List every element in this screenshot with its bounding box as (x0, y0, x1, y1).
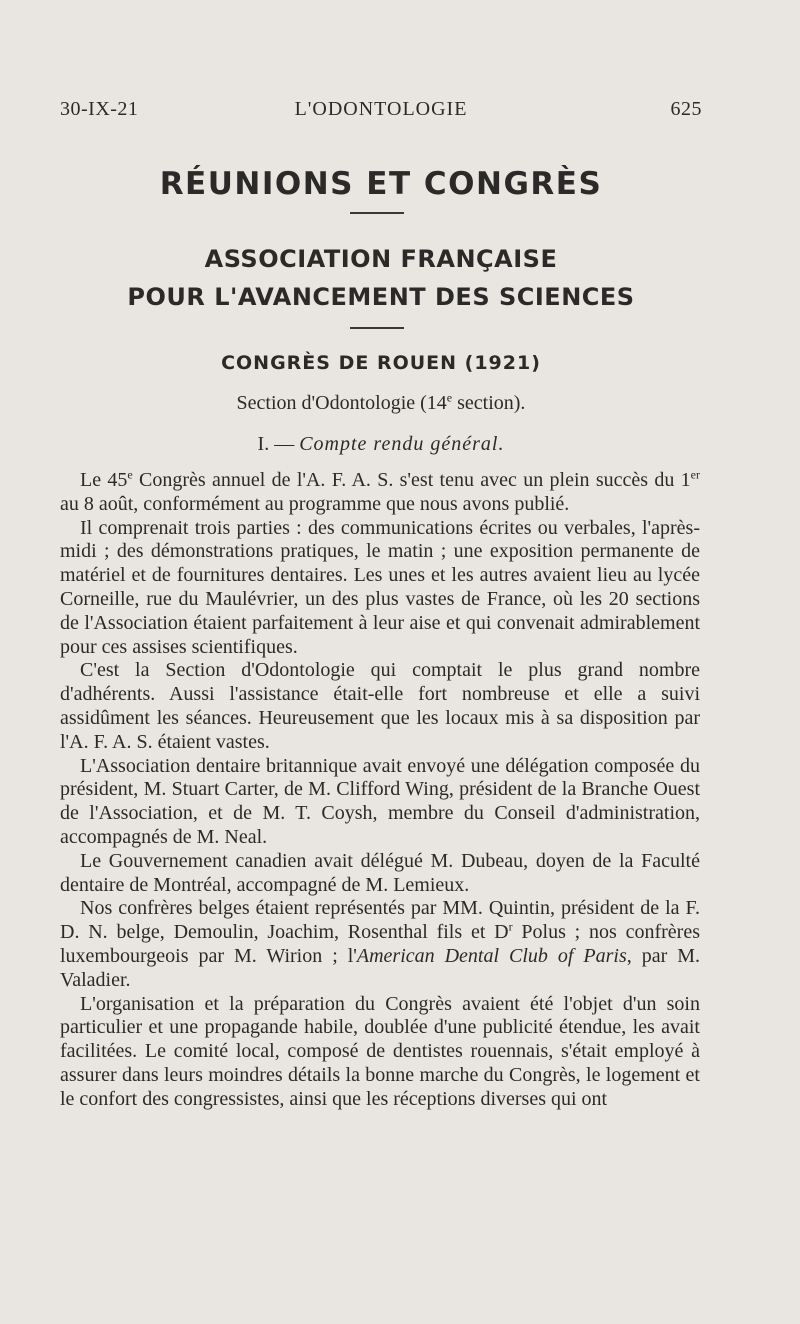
paragraph: Le 45e Congrès annuel de l'A. F. A. S. s'est tenu avec un plein succès du 1er au 8 août, conformément au programme que nous avons publié. (60, 467, 700, 515)
paragraph: Il comprenait trois parties : des communications écrites ou verbales, l'après-midi ; des démonstrations pratiques, le matin ; une exposition permanente de matériel et de fournitures dentaires. Les unes et les autres avaient lieu au lycée Corneille, rue du Maulévrier, un des plus vastes de France, où les 20 sections de l'Association étaient parfaitement à leur aise et qui convenait admirablement pour ces assises scientifiques. (60, 516, 700, 658)
divider-rule (350, 327, 404, 329)
journal-title: L'ODONTOLOGIE (294, 98, 468, 120)
page-number: 625 (670, 98, 702, 120)
running-head (60, 98, 702, 128)
article-body (60, 469, 700, 1112)
paragraph: Le Gouvernement canadien avait délégué M. Dubeau, doyen de la Faculté dentaire de Montréal, accompagné de M. Lemieux. (60, 849, 700, 896)
report-heading: I. — Compte rendu général. (257, 433, 505, 455)
paragraph: C'est la Section d'Odontologie qui comptait le plus grand nombre d'adhérents. Aussi l'assistance était-elle fort nombreuse et elle a suivi assidûment les séances. Heureusement que les locaux mis à sa disposition par l'A. F. A. S. étaient vastes. (60, 659, 700, 753)
association-title-line1: ASSOCIATION FRANÇAISE (204, 245, 558, 273)
association-title-line2: POUR L'AVANCEMENT DES SCIENCES (127, 283, 635, 311)
paragraph: L'Association dentaire britannique avait envoyé une délégation composée du président, M. Stuart Carter, de M. Clifford Wing, président de la Branche Ouest de l'Association, et de M. T. Coysh, membre du Conseil d'administration, accompagnés de M. Neal. (60, 754, 700, 848)
congress-title: CONGRÈS DE ROUEN (1921) (221, 352, 541, 374)
paragraph: L'organisation et la préparation du Congrès avaient été l'objet d'un soin particulier et une propagande habile, doublée d'une publicité étendue, les avait facilitées. Le comité local, composé de dentistes rouennais, s'était employé à assurer dans leurs moindres détails la bonne marche du Congrès, le logement et le confort des congressistes, ainsi que les réceptions diverses qui ont (60, 992, 700, 1110)
page-title: RÉUNIONS ET CONGRÈS (159, 166, 603, 202)
section-subtitle: Section d'Odontologie (14e section). (236, 390, 526, 414)
issue-date: 30-IX-21 (60, 98, 139, 120)
paragraph: Nos confrères belges étaient représentés par MM. Quintin, président de la F. D. N. belge, Demoulin, Joachim, Rosenthal fils et $D^r$ Polus ; nos confrères luxembourgeois par M. Wirion ; l'American Dental Club of Paris, par M. Valadier. (60, 897, 700, 991)
divider-rule (350, 212, 404, 214)
